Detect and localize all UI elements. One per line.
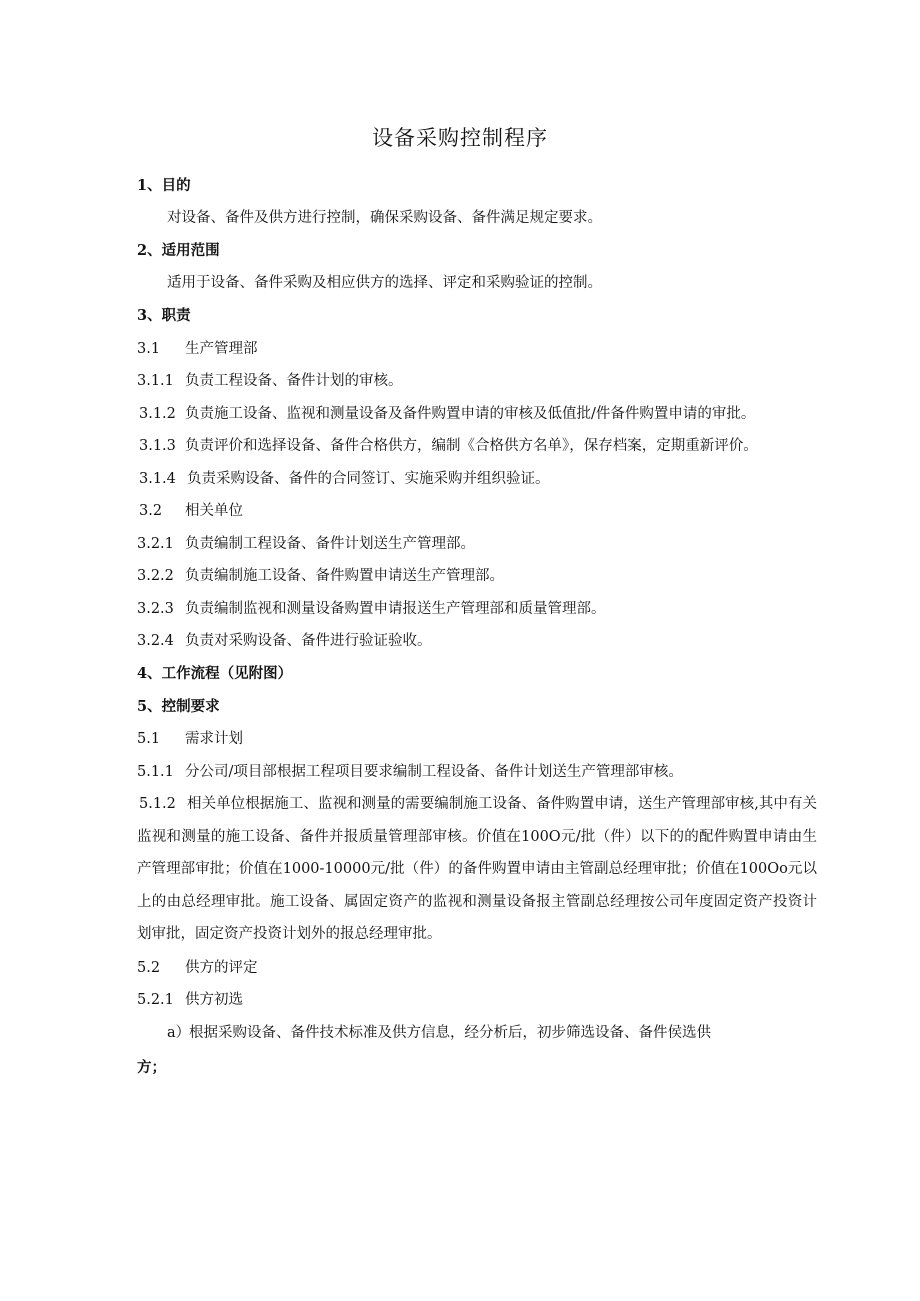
item-number: 3.1.4 — [139, 471, 176, 487]
section-4-heading: 4、工作流程（见附图） — [137, 665, 293, 682]
item-3-2-1 — [137, 534, 475, 554]
item-text: 负责编制工程设备、备件计划送生产管理部。 — [185, 536, 475, 552]
item-text: 分公司/项目部根据工程项目要求编制工程设备、备件计划送生产管理部审核。 — [185, 764, 683, 780]
item-text: 供方的评定 — [185, 960, 258, 976]
list-label: a） — [167, 1025, 191, 1041]
item-text: 负责对采购设备、备件进行验证验收。 — [185, 633, 432, 649]
item-number: 3.2.2 — [137, 568, 174, 584]
item-text: 负责工程设备、备件计划的审核。 — [185, 373, 403, 389]
item-number: 3.1 — [137, 341, 161, 357]
item-3-1-2 — [139, 404, 755, 424]
list-item-a-continuation: 方； — [137, 1059, 166, 1076]
item-text: 负责编制监视和测量设备购置申请报送生产管理部和质量管理部。 — [185, 601, 606, 617]
item-text: 负责施工设备、监视和测量设备及备件购置申请的审核及低值批/件备件购置申请的审批。 — [185, 406, 756, 422]
item-text: 需求计划 — [185, 731, 243, 747]
item-5-2-1 — [137, 990, 243, 1010]
item-number: 5.2.1 — [137, 992, 174, 1008]
item-3-1-3 — [139, 436, 758, 456]
item-text: 相关单位 — [185, 503, 243, 519]
item-number: 3.2.3 — [137, 601, 174, 617]
section-2-heading: 2、适用范围 — [137, 242, 220, 259]
item-number: 3.1.2 — [139, 406, 176, 422]
item-number: 3.2.1 — [137, 536, 174, 552]
section-3-heading: 3、职责 — [137, 307, 191, 324]
item-5-2 — [137, 958, 258, 978]
item-text: 负责编制施工设备、备件购置申请送生产管理部。 — [185, 568, 504, 584]
item-number: 3.1.1 — [137, 373, 174, 389]
item-3-2 — [139, 501, 243, 521]
item-3-2-2 — [137, 566, 504, 586]
item-number: 3.2 — [139, 503, 163, 519]
item-number: 3.1.3 — [139, 438, 176, 454]
page-title: 设备采购控制程序 — [372, 126, 548, 150]
list-text: 根据采购设备、备件技术标准及供方信息，经分析后，初步筛选设备、备件侯选供 — [189, 1025, 711, 1041]
item-3-1-4 — [139, 469, 550, 489]
item-3-1-1 — [137, 371, 403, 391]
item-number: 3.2.4 — [137, 633, 174, 649]
item-number: 5.1.1 — [137, 764, 174, 780]
item-number: 5.1 — [137, 731, 161, 747]
list-item-a — [167, 1023, 711, 1043]
item-text: 相关单位根据施工、监视和测量的需要编制施工设备、备件购置申请，送生产管理部审核,其中有关监视和测量的施工设备、备件并报质量管理部审核。价值在100O元/批（件）以下的的配件购置申请由生产管理部审批；价值在1000-10000元/批（件）的备件购置申请由主管副总经理审批；价值在100Oo元以上的由总经理审批。施工设备、属固定资产的监视和测量设备报主管副总经理按公司年度固定资产投资计划审批，固定资产投资计划外的报总经理审批。 — [137, 796, 817, 942]
item-3-1 — [137, 339, 258, 359]
section-2-text: 适用于设备、备件采购及相应供方的选择、评定和采购验证的控制。 — [167, 275, 602, 291]
item-5-1-1 — [137, 762, 683, 782]
item-text: 供方初选 — [185, 992, 243, 1008]
item-text: 生产管理部 — [185, 341, 258, 357]
section-1-heading: 1、目的 — [137, 177, 191, 194]
item-number: 5.2 — [137, 960, 161, 976]
item-number: 5.1.2 — [139, 796, 176, 812]
item-text: 负责评价和选择设备、备件合格供方，编制《合格供方名单》，保存档案，定期重新评价。 — [185, 438, 758, 454]
item-3-2-4 — [137, 631, 432, 651]
item-5-1 — [137, 729, 243, 749]
item-3-2-3 — [137, 599, 606, 619]
section-1-text: 对设备、备件及供方进行控制，确保采购设备、备件满足规定要求。 — [167, 210, 602, 226]
item-text: 负责采购设备、备件的合同签订、实施采购并组织验证。 — [187, 471, 550, 487]
item-5-1-2 — [137, 788, 817, 951]
section-5-heading: 5、控制要求 — [137, 698, 220, 715]
